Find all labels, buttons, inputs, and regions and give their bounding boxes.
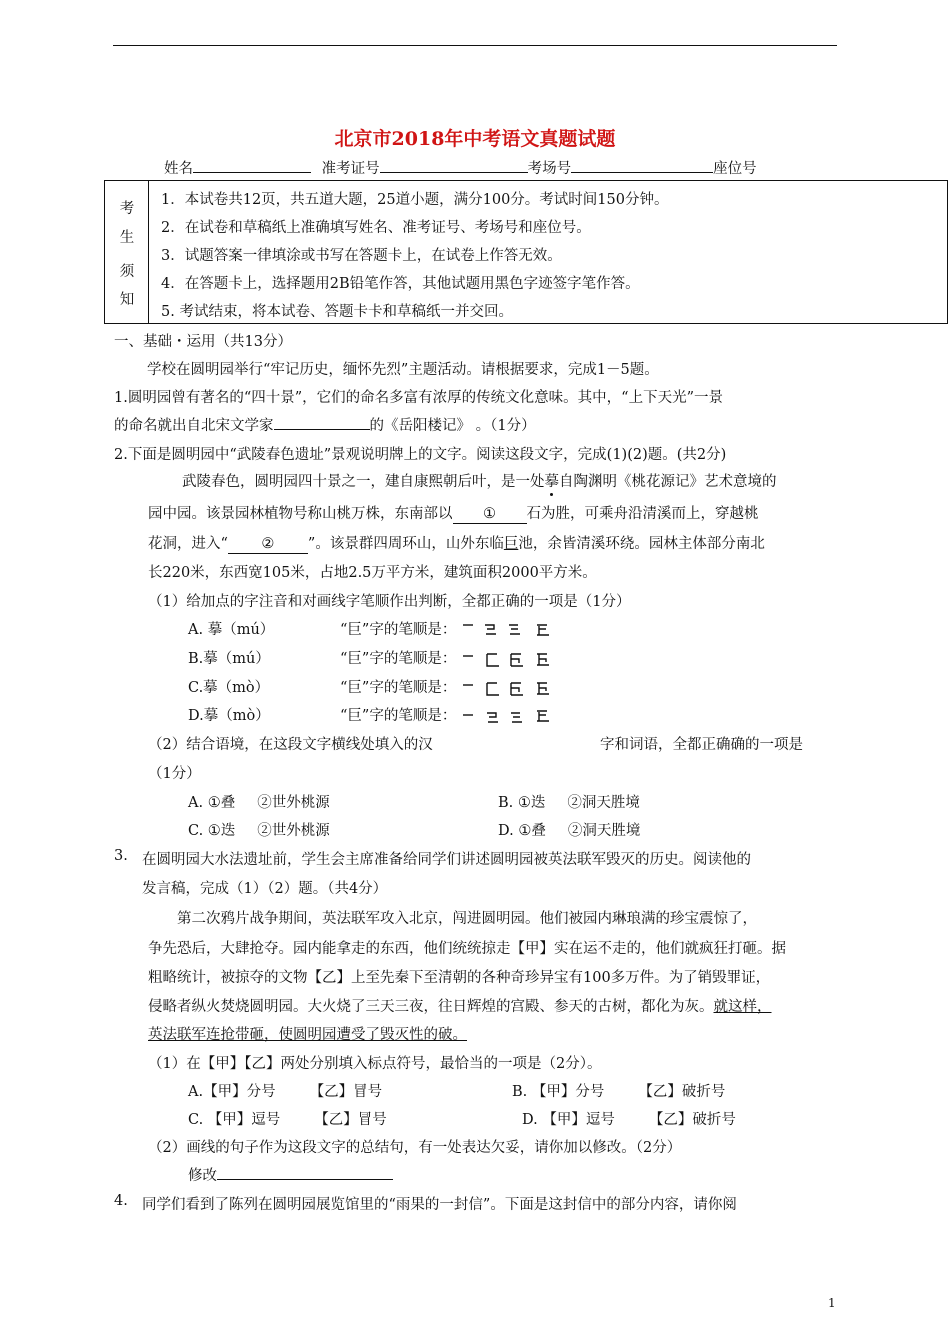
q3-sub2-stem: （2）画线的句子作为这段文字的总结句，有一处表达欠妥，请你加以修改。（2分） xyxy=(148,1140,682,1156)
stroke-label: “巨”字的笔顺是： xyxy=(340,622,457,638)
option-text: 【乙】破折号 xyxy=(648,1112,736,1128)
option-b[interactable] xyxy=(512,1080,725,1101)
notice-side-char: 生 xyxy=(119,230,135,246)
room-label: 考场号 xyxy=(527,161,572,177)
option-label: C. 【甲】逗号 xyxy=(188,1112,281,1128)
option-b[interactable] xyxy=(498,791,640,812)
q1-line2 xyxy=(114,414,536,435)
option-label: D. 【甲】逗号 xyxy=(522,1112,615,1128)
name-label: 姓名 xyxy=(164,161,193,177)
q3-passage-line xyxy=(148,995,772,1016)
q2-text: 自陶渊明《桃花源记》艺术意境的 xyxy=(559,474,777,490)
q2-sub1-stem: （1）给加点的字注音和对画线字笔顺作出判断，全都正确的一项是（1分） xyxy=(148,594,631,610)
q2-stem: 2.下面是圆明园中“武陵春色遗址”景观说明牌上的文字。阅读这段文字，完成(1)(2)题。(共2分) xyxy=(114,447,727,463)
stroke-order-c xyxy=(340,676,561,699)
stroke-order-b xyxy=(340,647,561,670)
notice-rule: 3．试题答案一律填涂或书写在答题卡上，在试卷上作答无效。 xyxy=(161,248,562,264)
option-label: A. 摹（mú） xyxy=(188,622,275,638)
notice-rule: 4．在答题卡上，选择题用2B铅笔作答，其他试题用黑色字迹签字笔作答。 xyxy=(161,276,640,292)
q2-text: 池，余皆清溪环绕。园林主体部分南北 xyxy=(518,536,765,552)
seat-label: 座位号 xyxy=(713,161,757,177)
section-intro: 学校在圆明园举行“牢记历史，缅怀先烈”主题活动。请根据要求，完成1－5题。 xyxy=(147,362,659,378)
q2-passage-line xyxy=(148,502,759,524)
underlined-sentence: 就这样， xyxy=(713,999,772,1015)
stroke-label: “巨”字的笔顺是： xyxy=(340,680,457,696)
notice-rule: 5. 考试结束，将本试卷、答题卡卡和草稿纸一并交回。 xyxy=(161,304,513,320)
name-field[interactable] xyxy=(193,157,311,173)
option-label: C. ①迭 xyxy=(188,823,236,839)
option-d[interactable] xyxy=(522,1108,736,1129)
option-text: ②世外桃源 xyxy=(257,795,330,811)
notice-rule: 2．在试卷和草稿纸上准确填写姓名、准考证号、考场号和座位号。 xyxy=(161,220,591,236)
q2-text: 园中园。该景园林植物号称山桃万株，东南部以 xyxy=(148,506,453,522)
option-a[interactable] xyxy=(188,791,330,812)
q2-text: 石为胜，可乘舟沿清溪而上，穿越桃 xyxy=(526,506,759,522)
candidate-notice-box xyxy=(104,180,948,324)
notice-rule: 1．本试卷共12页，共五道大题，25道小题，满分100分。考试时间150分钟。 xyxy=(161,192,669,208)
candidate-info-line xyxy=(164,157,757,178)
q2-sub2-score: （1分） xyxy=(148,766,201,782)
q3-passage-line: 第二次鸦片战争期间，英法联军攻入北京，闯进圆明园。他们被园内琳琅满的珍宝震惊了， xyxy=(177,911,757,927)
option-text: 【乙】冒号 xyxy=(314,1112,387,1128)
option-label: A. ①叠 xyxy=(188,795,236,811)
q2-passage-line xyxy=(182,470,777,491)
notice-side-char: 须 xyxy=(119,264,135,280)
page-number: 1 xyxy=(828,1296,836,1310)
q2-sub2-stem-cont: 字和词语，全都正确确的一项是 xyxy=(600,737,803,753)
option-label: B.摹（mú） xyxy=(188,651,270,667)
stroke-sequence-icon xyxy=(461,705,561,727)
ticket-label: 准考证号 xyxy=(321,161,380,177)
q3-sub1-stem: （1）在【甲】【乙】两处分别填入标点符号，最恰当的一项是（2分）。 xyxy=(148,1056,602,1072)
stroke-label: “巨”字的笔顺是： xyxy=(340,651,457,667)
header-rule xyxy=(113,45,837,46)
q2-passage-line: 长220米，东西宽105米，占地2.5万平方米，建筑面积2000平方米。 xyxy=(148,565,597,581)
stroke-order-a xyxy=(340,618,561,641)
option-label: B. ①迭 xyxy=(498,795,546,811)
option-c[interactable] xyxy=(188,1108,387,1129)
q1-text: 的命名就出自北宋文学家 xyxy=(114,418,274,434)
option-text: 【乙】破折号 xyxy=(638,1084,726,1100)
q2-text: ”。该景群四周环山，山外东临 xyxy=(307,536,504,552)
option-c[interactable] xyxy=(188,819,330,840)
option-label: D. ①叠 xyxy=(498,823,546,839)
fix-label: 修改 xyxy=(188,1168,217,1184)
dotted-char: 摹 xyxy=(545,470,560,491)
q3-stem-line: 发言稿，完成（1）（2）题。（共4分） xyxy=(142,881,388,897)
option-c[interactable] xyxy=(188,676,269,697)
option-d[interactable] xyxy=(188,704,270,725)
q4-stem: 同学们看到了陈列在圆明园展览馆里的“雨果的一封信”。下面是这封信中的部分内容，请你阅 xyxy=(142,1197,737,1213)
q3-passage-line: 粗略统计，被掠夺的文物【乙】上至先秦下至清朝的各种奇珍异宝有100多万件。为了销毁罪证， xyxy=(148,970,771,986)
q2-blank-1[interactable]: ① xyxy=(453,506,527,524)
option-a[interactable] xyxy=(188,1080,382,1101)
option-text: ②世外桃源 xyxy=(257,823,330,839)
option-label: C.摹（mò） xyxy=(188,680,270,696)
ticket-number-field[interactable] xyxy=(380,157,528,173)
stroke-sequence-icon xyxy=(461,648,561,670)
stroke-label: “巨”字的笔顺是： xyxy=(340,708,457,724)
option-text: ②洞天胜境 xyxy=(567,823,641,839)
room-field[interactable] xyxy=(571,157,713,173)
section-heading: 一、基础・运用（共13分） xyxy=(114,334,292,350)
q2-passage-line xyxy=(148,532,765,554)
q1-line1: 1.圆明园曾有著名的“四十景”，它们的命名多富有浓厚的传统文化意味。其中，“上下天光”一景 xyxy=(114,390,723,406)
option-label: B. 【甲】分号 xyxy=(512,1084,605,1100)
q2-text: 花洞，进入“ xyxy=(148,536,228,552)
q3-number: 3. xyxy=(114,848,128,864)
notice-side-label xyxy=(105,181,149,323)
q2-sub2-stem: （2）结合语境，在这段文字横线处填入的汉 xyxy=(148,737,433,753)
stroke-order-d xyxy=(340,704,561,727)
stroke-sequence-icon xyxy=(461,677,561,699)
q3-passage-line: 争先恐后，大肆抢夺。园内能拿走的东西，他们统统掠走【甲】实在运不走的，他们就疯狂打砸。据 xyxy=(148,941,786,957)
q3-stem-line: 在圆明园大水法遗址前，学生会主席准备给同学们讲述圆明园被英法联军毁灭的历史。阅读他的 xyxy=(142,852,751,868)
q1-text: 的《岳阳楼记》 。（1分） xyxy=(369,418,536,434)
option-label: D.摹（mò） xyxy=(188,708,270,724)
q3-fix-line xyxy=(188,1164,393,1185)
exam-title: 北京市2018年中考语文真题试题 xyxy=(334,128,616,150)
q1-answer-blank[interactable] xyxy=(274,414,370,430)
option-label: A.【甲】分号 xyxy=(188,1084,276,1100)
option-d[interactable] xyxy=(498,819,640,840)
underlined-char: 巨 xyxy=(503,536,519,552)
option-text: 【乙】冒号 xyxy=(309,1084,383,1100)
q2-text: 武陵春色，圆明园四十景之一，建自康熙朝后叶，是一处 xyxy=(182,474,545,490)
stroke-sequence-icon xyxy=(461,619,561,641)
notice-side-char: 考 xyxy=(119,201,135,217)
option-text: ②洞天胜境 xyxy=(567,795,640,811)
notice-side-char: 知 xyxy=(119,292,135,308)
q4-number: 4. xyxy=(114,1193,128,1209)
option-a[interactable] xyxy=(188,618,274,639)
underlined-sentence: 英法联军连抢带砸，使圆明园遭受了毁灭性的破。 xyxy=(148,1027,467,1043)
fix-answer-blank[interactable] xyxy=(217,1164,393,1180)
q2-blank-2[interactable]: ② xyxy=(228,536,308,554)
option-b[interactable] xyxy=(188,647,270,668)
q3-text: 侵略者纵火焚烧圆明园。大火烧了三天三夜，往日辉煌的宫殿、参天的古树，都化为灰。 xyxy=(148,999,714,1015)
